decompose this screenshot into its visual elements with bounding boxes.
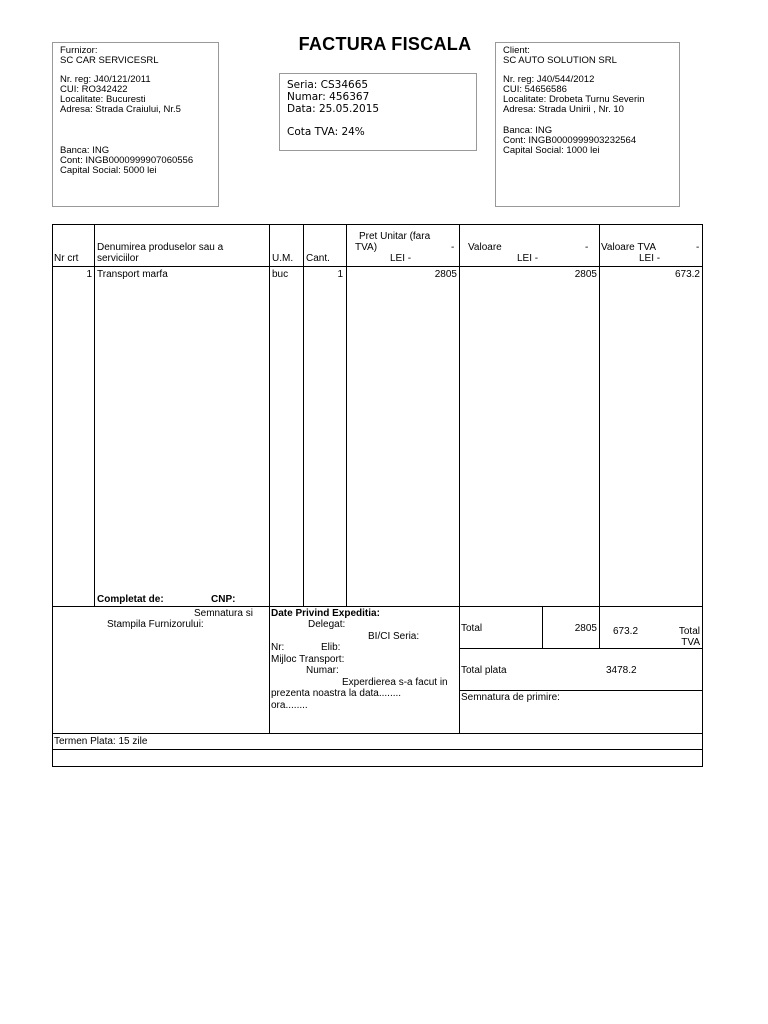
- header-cant: Cant.: [306, 253, 330, 264]
- supplier-box: [52, 42, 219, 207]
- total-plata-value: 3478.2: [606, 665, 637, 676]
- total-tva-value: 673.2: [613, 626, 639, 637]
- header-valoare-2: LEI -: [517, 253, 539, 264]
- client-cont: Cont: INGB0000999903232564: [503, 135, 637, 146]
- row-denumire: Transport marfa: [97, 269, 168, 280]
- invoice-data: Data: 25.05.2015: [287, 103, 380, 115]
- row-tva: 673.2: [674, 269, 700, 280]
- header-tva-2: LEI -: [639, 253, 661, 264]
- row-nr: 1: [86, 269, 92, 280]
- header-tva-dash: -: [696, 242, 700, 253]
- supplier-name: SC CAR SERVICESRL: [60, 55, 159, 66]
- document-title: FACTURA FISCALA: [298, 34, 472, 54]
- row-valoare: 2805: [574, 269, 597, 280]
- client-name: SC AUTO SOLUTION SRL: [503, 55, 617, 66]
- elib-label: Elib:: [321, 642, 341, 653]
- delegat-label: Delegat:: [308, 619, 346, 630]
- total-value: 2805: [574, 623, 597, 634]
- client-localitate: Localitate: Drobeta Turnu Severin: [503, 94, 645, 105]
- nr-label: Nr:: [271, 642, 285, 653]
- header-valoare-dash: -: [585, 242, 589, 253]
- invoice-numar: Numar: 456367: [287, 91, 370, 103]
- header-denumire-1: Denumirea produselor sau a: [97, 242, 224, 253]
- total-plata-label: Total plata: [461, 665, 507, 676]
- total-tva-label-2: TVA: [681, 637, 700, 648]
- row-cant: 1: [337, 269, 343, 280]
- semnatura-label-1: Semnatura si: [194, 608, 253, 619]
- expeditie-title: Date Privind Expeditia:: [271, 608, 380, 619]
- expediere-text-3: ora........: [271, 700, 308, 711]
- semnatura-primire-label: Semnatura de primire:: [461, 692, 560, 703]
- completat-de-label: Completat de:: [97, 594, 164, 605]
- supplier-adresa: Adresa: Strada Craiului, Nr.5: [60, 104, 181, 115]
- invoice-cota-tva: Cota TVA: 24%: [287, 126, 365, 138]
- header-nr-crt: Nr crt: [54, 253, 79, 264]
- semnatura-label-2: Stampila Furnizorului:: [107, 619, 204, 630]
- row-um: buc: [272, 269, 289, 280]
- numar-label: Numar:: [306, 665, 339, 676]
- client-adresa: Adresa: Strada Unirii , Nr. 10: [503, 104, 624, 115]
- supplier-label: Furnizor:: [60, 45, 98, 56]
- header-pret-1: Pret Unitar (fara: [359, 231, 431, 242]
- expediere-text-1: Experdierea s-a facut in: [342, 677, 448, 688]
- header-um: U.M.: [272, 253, 294, 264]
- total-tva-label-1: Total: [678, 626, 700, 637]
- total-label: Total: [461, 623, 483, 634]
- client-capital: Capital Social: 1000 lei: [503, 145, 600, 156]
- header-valoare-1: Valoare: [468, 242, 502, 253]
- mijloc-transport-label: Mijloc Transport:: [271, 654, 345, 665]
- client-label: Client:: [503, 45, 530, 56]
- header-pret-dash: -: [451, 242, 455, 253]
- termen-plata: Termen Plata: 15 zile: [54, 736, 148, 747]
- client-nr-reg: Nr. reg: J40/544/2012: [503, 74, 595, 85]
- client-banca: Banca: ING: [503, 125, 553, 136]
- supplier-nr-reg: Nr. reg: J40/121/2011: [60, 74, 151, 85]
- row-pret: 2805: [434, 269, 457, 280]
- invoice-seria: Seria: CS34665: [287, 79, 369, 91]
- header-denumire-2: serviciilor: [97, 253, 139, 264]
- invoice-info-box: [279, 73, 477, 151]
- header-pret-3: LEI -: [390, 253, 412, 264]
- supplier-cont: Cont: INGB0000999907060556: [60, 155, 194, 166]
- expediere-text-2: prezenta noastra la data........: [271, 688, 402, 699]
- supplier-localitate: Localitate: Bucuresti: [60, 94, 146, 105]
- supplier-banca: Banca: ING: [60, 145, 110, 156]
- cnp-label: CNP:: [211, 594, 236, 605]
- client-box: [495, 42, 680, 207]
- client-cui: CUI: 54656586: [503, 84, 567, 95]
- supplier-capital: Capital Social: 5000 lei: [60, 165, 157, 176]
- supplier-cui: CUI: RO342422: [60, 84, 128, 95]
- header-tva-1: Valoare TVA: [601, 242, 657, 253]
- bici-label: BI/CI Seria:: [368, 631, 420, 642]
- header-pret-2: TVA): [355, 242, 378, 253]
